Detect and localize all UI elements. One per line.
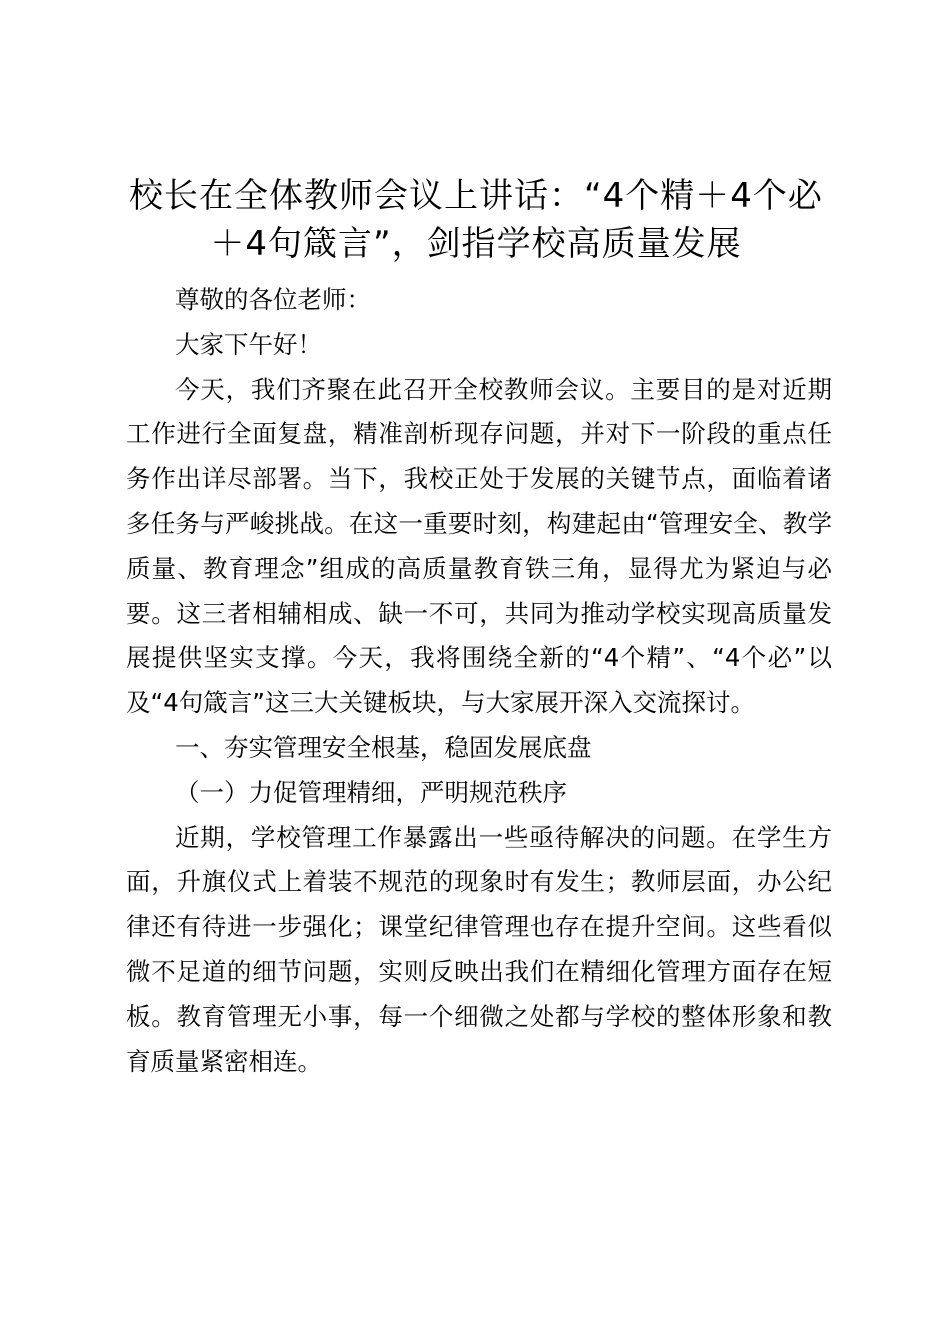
salutation: 尊敬的各位老师： — [175, 285, 371, 314]
subsection-heading: （一）力促管理精细，严明规范秩序 — [175, 777, 567, 807]
section-heading: 一、夯实管理安全根基，稳固发展底盘 — [175, 732, 592, 762]
greeting: 大家下午好！ — [175, 329, 322, 359]
intro-paragraph: 今天，我们齐聚在此召开全校教师会议。主要目的是对近期工作进行全面复盘，精准剖析现存问题，并对下一阶段的重点任务作出详尽部署。当下，我校正处于发展的关键节点，面临着诸多任务与严峻挑战。在这一重要时刻，构建起由“管理安全、教学质量、教育理念”组成的高质量教育铁三角，显得尤为紧迫与必要。这三者相辅相成、缺一不可，共同为推动学校实现高质量发展提供坚实支撑。今天，我将围绕全新的“4个精”、“4个必”以及“4句箴言”这三大关键板块，与大家展开深入交流探讨。 — [126, 374, 832, 718]
document-title: 校长在全体教师会议上讲话：“4个精＋4个必＋4句箴言”，剑指学校高质量发展 — [129, 176, 823, 264]
document-body — [126, 278, 832, 1084]
subsection-paragraph: 近期，学校管理工作暴露出一些亟待解决的问题。在学生方面，升旗仪式上着装不规范的现象时有发生；教师层面，办公纪律还有待进一步强化；课堂纪律管理也存在提升空间。这些看似微不足道的细节问题，实则反映出我们在精细化管理方面存在短板。教育管理无小事，每一个细微之处都与学校的整体形象和教育质量紧密相连。 — [126, 822, 832, 1076]
